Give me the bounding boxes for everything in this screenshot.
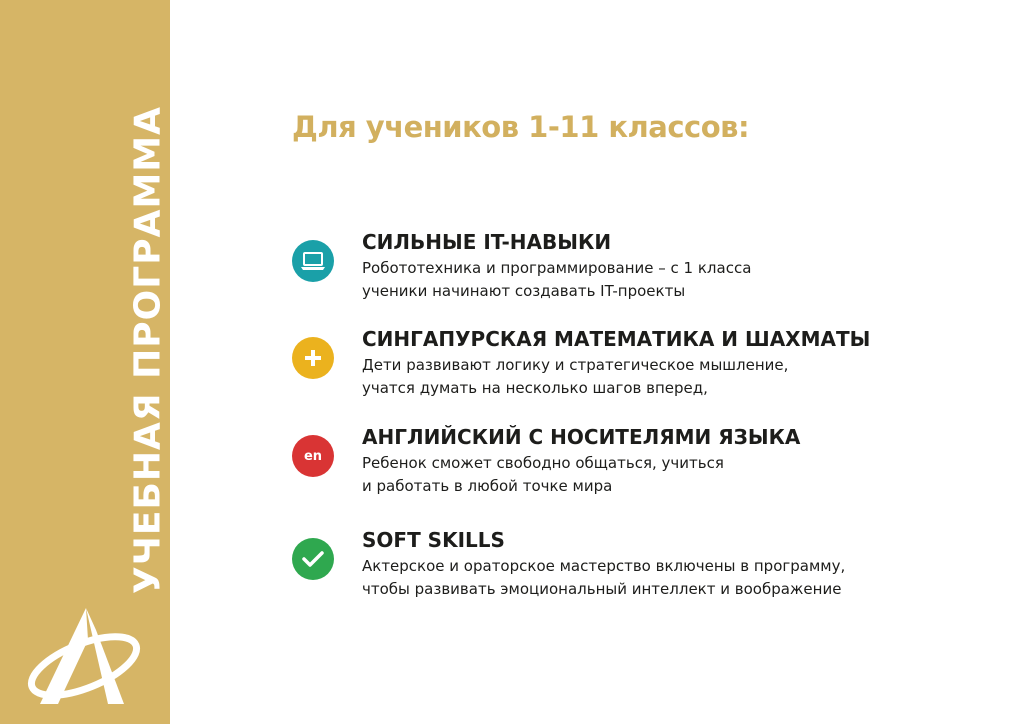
plus-icon — [292, 337, 334, 379]
feature-desc-line: Актерское и ораторское мастерство включены в программу, — [362, 557, 846, 575]
school-logo-icon — [22, 600, 152, 710]
checkmark-icon — [292, 538, 334, 580]
feature-desc-line: чтобы развивать эмоциональный интеллект и воображение — [362, 580, 842, 598]
feature-desc-line: Ребенок сможет свободно общаться, учиться — [362, 454, 724, 472]
sidebar — [0, 0, 170, 724]
feature-title: SOFT SKILLS — [362, 528, 505, 552]
sidebar-title: УЧЕБНАЯ ПРОГРАММА — [127, 106, 169, 594]
feature-desc-line: Дети развивают логику и стратегическое мышление, — [362, 356, 789, 374]
feature-description — [362, 257, 751, 303]
feature-description — [362, 452, 724, 498]
feature-title: СИНГАПУРСКАЯ МАТЕМАТИКА И ШАХМАТЫ — [362, 327, 871, 351]
feature-desc-line: Робототехника и программирование – с 1 класса — [362, 259, 752, 277]
feature-desc-line: ученики начинают создавать IT-проекты — [362, 282, 686, 300]
feature-description — [362, 354, 788, 400]
feature-desc-line: учатся думать на несколько шагов вперед, — [362, 379, 708, 397]
english-icon — [292, 435, 334, 477]
laptop-icon — [292, 240, 334, 282]
feature-title: СИЛЬНЫЕ IT-НАВЫКИ — [362, 230, 612, 254]
page-headline: Для учеников 1-11 классов: — [292, 110, 750, 144]
feature-title: АНГЛИЙСКИЙ С НОСИТЕЛЯМИ ЯЗЫКА — [362, 425, 801, 449]
feature-description — [362, 555, 845, 601]
english-icon-label: en — [303, 448, 323, 464]
feature-desc-line: и работать в любой точке мира — [362, 477, 613, 495]
